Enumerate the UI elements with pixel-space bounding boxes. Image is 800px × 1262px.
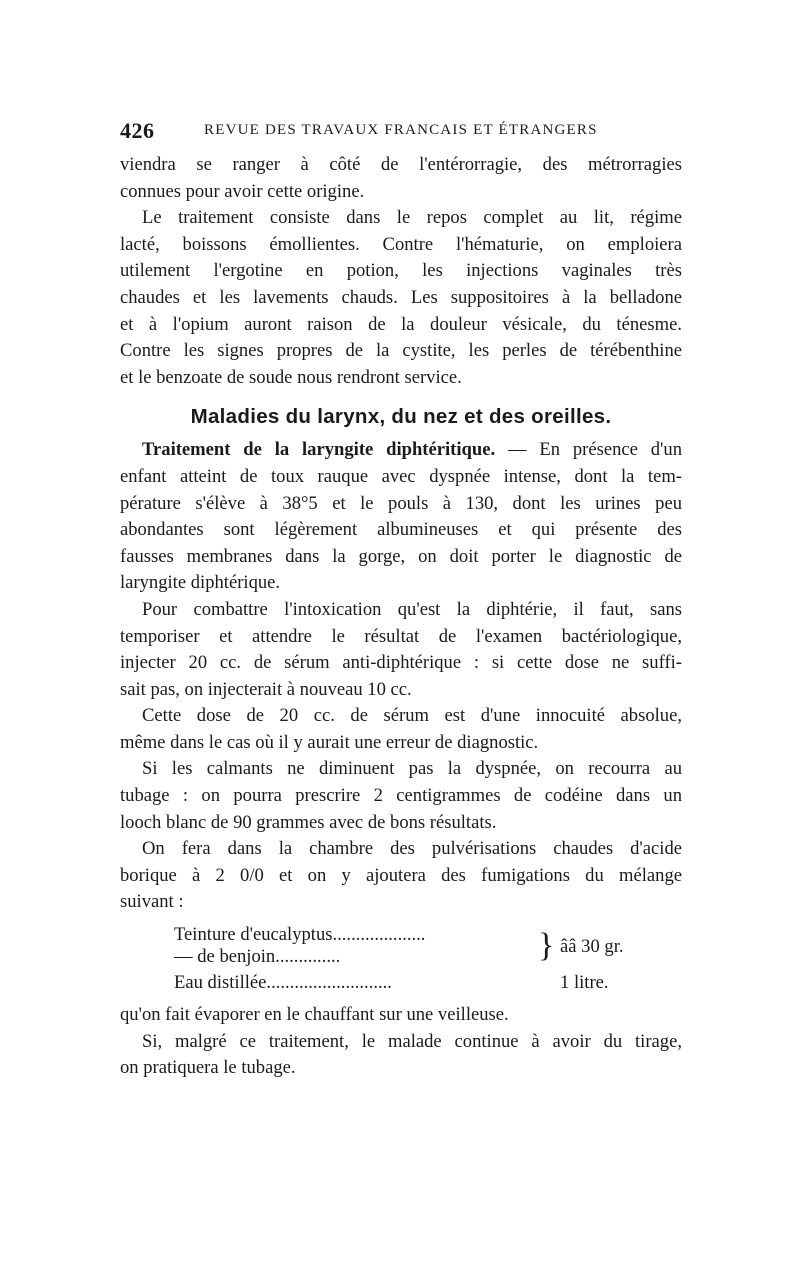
text-line: Cette dose de 20 cc. de sérum est d'une innocuité absolue,	[142, 705, 682, 727]
text-line: Le traitement consiste dans le repos complet au lit, régime	[142, 207, 682, 229]
formula-row-benjoin: — de benjoin..............	[174, 946, 341, 968]
text-line: lacté, boissons émollientes. Contre l'hématurie, on emploiera	[120, 233, 682, 255]
text-line	[120, 437, 682, 464]
text-line: enfant atteint de toux rauque avec dyspnée intense, dont la tem-	[120, 465, 682, 487]
text-line: connues pour avoir cette origine.	[120, 180, 365, 202]
text-line: On fera dans la chambre des pulvérisations chaudes d'acide	[142, 838, 682, 860]
text-line: laryngite diphtérique.	[120, 572, 281, 594]
formula-quantity-eau: 1 litre.	[560, 972, 609, 994]
text-line: pérature s'élève à 38°5 et le pouls à 130, dont les urines peu	[120, 492, 682, 514]
page-body	[120, 152, 682, 1082]
text-line: suivant :	[120, 891, 184, 913]
text-line: fausses membranes dans la gorge, on doit porter le diagnostic de	[120, 545, 682, 567]
text-line: et à l'opium auront raison de la douleur vésicale, du ténesme.	[120, 313, 682, 335]
text-line: temporiser et attendre le résultat de l'examen bactériologique,	[120, 625, 682, 647]
text-line: abondantes sont légèrement albumineuses et qui présente des	[120, 519, 682, 541]
text-line: borique à 2 0/0 et on y ajoutera des fumigations du mélange	[120, 864, 682, 886]
text-line: Si les calmants ne diminuent pas la dyspnée, on recourra au	[142, 758, 682, 780]
text-line: tubage : on pourra prescrire 2 centigrammes de codéine dans un	[120, 785, 682, 807]
paragraph-title: Traitement de la laryngite diphtéritique.	[142, 439, 496, 461]
text-line: utilement l'ergotine en potion, les injections vaginales très	[120, 260, 682, 282]
brace-glyph: }	[538, 927, 555, 965]
formula-row-eau: Eau distillée...........................	[174, 972, 392, 994]
text-line: injecter 20 cc. de sérum anti-diphtérique : si cette dose ne suffi-	[120, 652, 682, 674]
page-number: 426	[120, 118, 155, 143]
text-line: chaudes et les lavements chauds. Les suppositoires à la belladone	[120, 286, 682, 308]
text-line: Si, malgré ce traitement, le malade continue à avoir du tirage,	[142, 1030, 682, 1052]
paragraph-lead: — En présence d'un	[495, 439, 682, 461]
formula-row-eucalyptus: Teinture d'eucalyptus....................	[174, 924, 426, 946]
prescription-formula	[120, 924, 682, 998]
section-heading: Maladies du larynx, du nez et des oreilles.	[190, 405, 612, 429]
text-line: sait pas, on injecterait à nouveau 10 cc.	[120, 678, 412, 700]
text-line: Pour combattre l'intoxication qu'est la diphtérie, il faut, sans	[142, 598, 682, 620]
page-header	[120, 118, 680, 142]
text-line: looch blanc de 90 grammes avec de bons résultats.	[120, 811, 497, 833]
formula-quantity-shared: ââ 30 gr.	[560, 936, 624, 958]
text-line: et le benzoate de soude nous rendront service.	[120, 366, 462, 388]
text-line: même dans le cas où il y aurait une erreur de diagnostic.	[120, 731, 539, 753]
text-line: on pratiquera le tubage.	[120, 1057, 296, 1079]
text-line: Contre les signes propres de la cystite, les perles de térébenthine	[120, 340, 682, 362]
running-title: REVUE DES TRAVAUX FRANCAIS ET ÉTRANGERS	[204, 122, 598, 138]
text-line: qu'on fait évaporer en le chauffant sur une veilleuse.	[120, 1004, 509, 1026]
text-line: viendra se ranger à côté de l'entérorragie, des métrorragies	[120, 154, 682, 175]
